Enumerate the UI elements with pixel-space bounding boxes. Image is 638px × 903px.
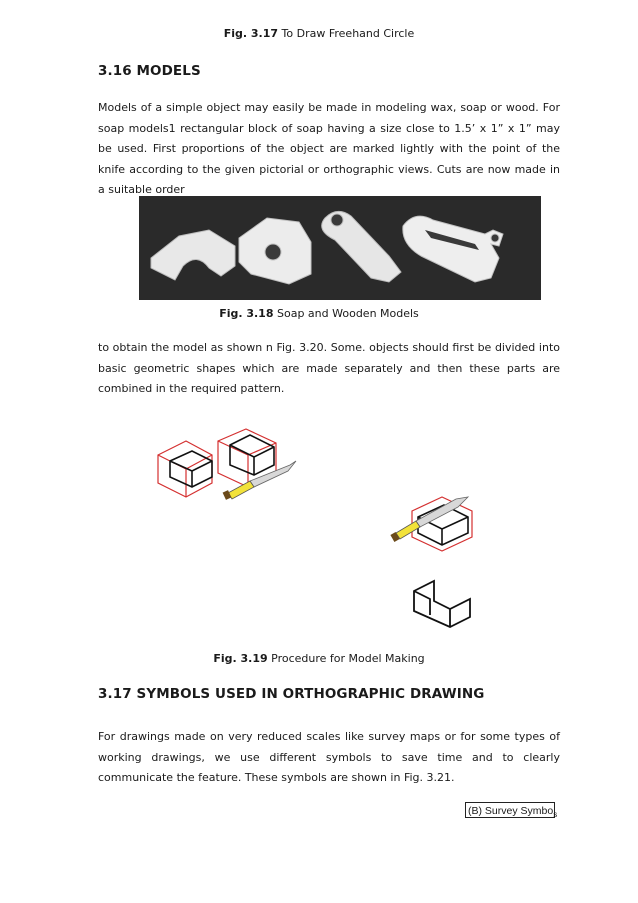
fig-3-18-caption: [0, 307, 638, 320]
paragraph-model-procedure: to obtain the model as shown n Fig. 3.20. Some. objects should first be divided into basic geometric shapes which are made separately and then these parts are combined in the required pattern.: [98, 341, 560, 395]
survey-label-sub: s: [553, 810, 558, 819]
paragraph-symbols-intro: For drawings made on very reduced scales like survey maps or for some types of working drawings, we use different symbols to save time and to clearly communicate the feature. These symbols are shown in Fig. 3.21.: [98, 730, 560, 784]
paragraph-models-intro: Models of a simple object may easily be made in modeling wax, soap or wood. For soap models1 rectangular block of soap having a size close to 1.5’ x 1” x 1” may be used. First proportions of the object are marked lightly with the point of the knife according to the given pictorial or orthographic views. Cuts are now made in a suitable order: [98, 101, 560, 196]
fig-label: Fig. 3.19: [213, 652, 268, 665]
section-heading-models: 3.16 MODELS: [98, 63, 201, 79]
fig-label: Fig. 3.18: [219, 307, 274, 320]
cut-block-2: [230, 435, 274, 475]
survey-label-main: (B) Survey Symbo: [468, 805, 554, 817]
knife-icon-2: [390, 497, 468, 542]
survey-symbols-label: [465, 802, 558, 819]
fig-label: Fig. 3.17: [223, 27, 279, 40]
soap-models-photo: [139, 196, 541, 300]
model-making-drawing: [150, 425, 490, 640]
final-l-model: [414, 581, 470, 627]
fig-text: Soap and Wooden Models: [277, 307, 419, 320]
section-heading-symbols: 3.17 SYMBOLS USED IN ORTHOGRAPHIC DRAWING: [98, 686, 485, 702]
fig-3-17-caption: [0, 27, 638, 40]
cut-block-1: [170, 451, 212, 487]
fig-text: To Draw Freehand Circle: [281, 27, 415, 40]
fig-text: Procedure for Model Making: [271, 652, 425, 665]
fig-3-19-caption: [0, 652, 638, 665]
block-outline-1: [158, 441, 212, 497]
